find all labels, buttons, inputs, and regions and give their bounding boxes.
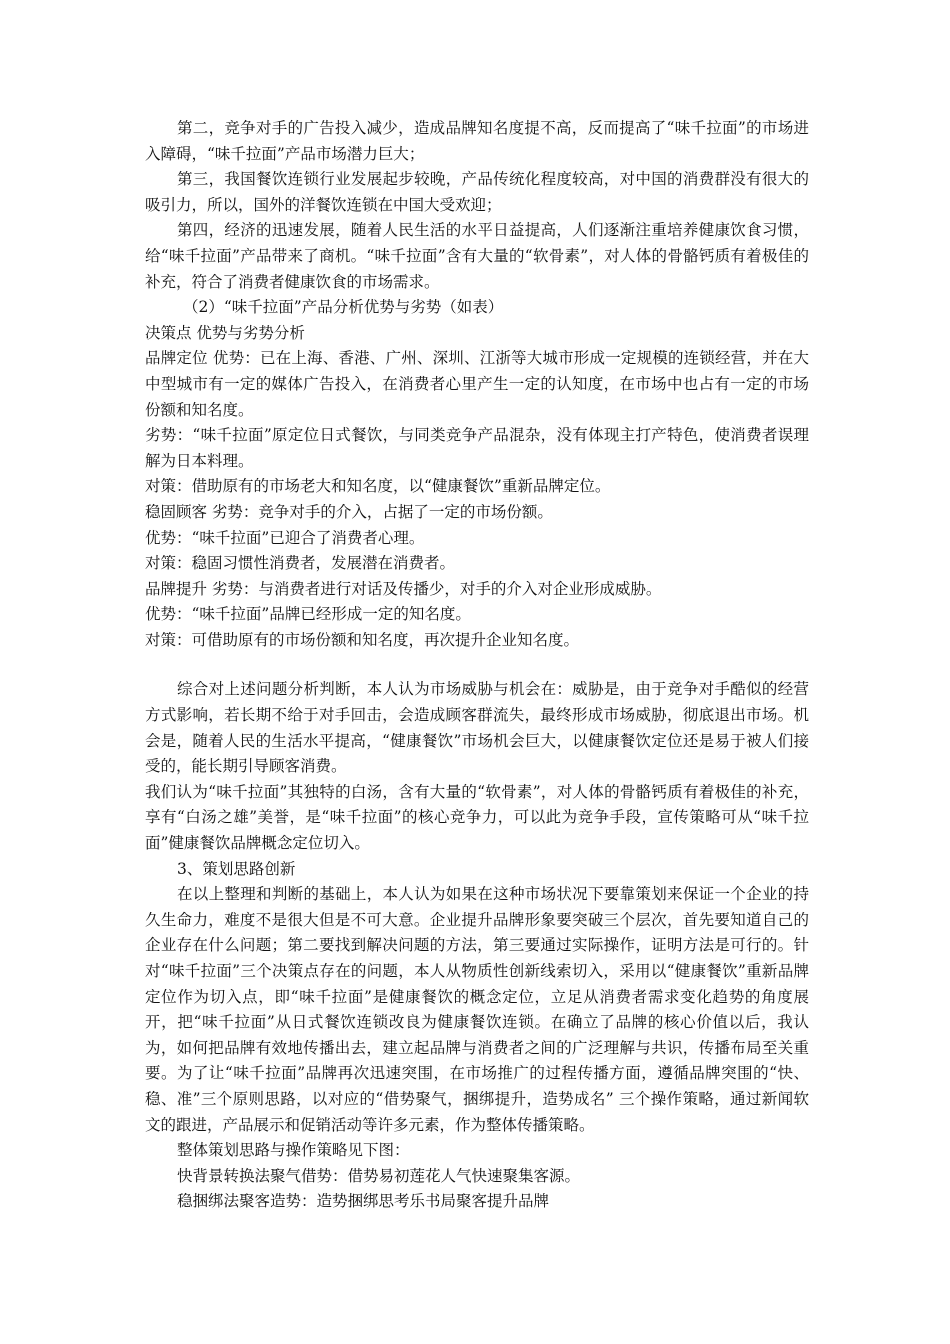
section-3-heading: 3、策划思路创新 bbox=[177, 859, 296, 878]
table-line: 对策：稳固习惯性消费者，发展潜在消费者。 bbox=[145, 554, 456, 573]
table-line: 对策：可借助原有的市场份额和知名度，再次提升企业知名度。 bbox=[145, 630, 580, 649]
core-paragraph: 我们认为“味千拉面”其独特的白汤，含有大量的“软骨素”，对人体的骨骼钙质有着极佳的补充，享有“白汤之雄”美誉，是“味千拉面”的核心竞争力，可以此为竞争手段，宣传策略可从“味千拉面”健康餐饮品牌概念定位切入。 bbox=[145, 782, 809, 853]
strategy-line: 整体策划思路与操作策略见下图： bbox=[177, 1141, 410, 1160]
paragraph-third: 第三，我国餐饮连锁行业发展起步较晚，产品传统化程度较高，对中国的消费群没有很大的吸引力，所以，国外的洋餐饮连锁在中国大受欢迎； bbox=[145, 170, 809, 214]
paragraph-fourth: 第四，经济的迅速发展，随着人民生活的水平日益提高，人们逐渐注重培养健康饮食习惯，给“味千拉面”产品带来了商机。“味千拉面”含有大量的“软骨素”，对人体的骨骼钙质有着极佳的补充，符合了消费者健康饮食的市场需求。 bbox=[145, 221, 809, 291]
table-line: 劣势：“味千拉面”原定位日式餐饮，与同类竞争产品混杂，没有体现主打产特色，使消费者误理解为日本料理。 bbox=[145, 426, 809, 470]
table-line: 优势：“味千拉面”已迎合了消费者心理。 bbox=[145, 528, 425, 547]
table-line: 品牌提升 劣势：与消费者进行对话及传播少，对手的介入对企业形成威胁。 bbox=[145, 579, 662, 598]
table-line: 品牌定位 优势：已在上海、香港、广州、深圳、江浙等大城市形成一定规模的连锁经营，并在大中型城市有一定的媒体广告投入，在消费者心里产生一定的认知度，在市场中也占有一定的市场份额和知名度。 bbox=[145, 349, 809, 419]
strategy-line: 稳捆绑法聚客造势：造势捆绑思考乐书局聚客提升品牌 bbox=[177, 1192, 550, 1211]
analysis-heading: （2）“味千拉面”产品分析优势与劣势（如表） bbox=[183, 298, 504, 317]
blank-line bbox=[145, 653, 809, 677]
paragraph-second: 第二，竞争对手的广告投入减少，造成品牌知名度提不高，反而提高了“味千拉面”的市场进入障碍，“味千拉面”产品市场潜力巨大； bbox=[145, 119, 809, 163]
table-line: 优势：“味千拉面”品牌已经形成一定的知名度。 bbox=[145, 605, 471, 624]
table-header-line: 决策点 优势与劣势分析 bbox=[145, 323, 305, 342]
strategy-line: 快背景转换法聚气借势：借势易初莲花人气快速聚集客源。 bbox=[177, 1166, 581, 1185]
document-page bbox=[145, 116, 809, 1215]
section-3-paragraph: 在以上整理和判断的基础上，本人认为如果在这种市场状况下要靠策划来保证一个企业的持久生命力，难度不是很大但是不可大意。企业提升品牌形象要突破三个层次，首先要知道自己的企业存在什么问题；第二要找到解决问题的方法，第三要通过实际操作，证明方法是可行的。针对“味千拉面”三个决策点存在的问题，本人从物质性创新线索切入，采用以“健康餐饮”重新品牌定位作为切入点，即“味千拉面”是健康餐饮的概念定位，立足从消费者需求变化趋势的角度展开，把“味千拉面”从日式餐饮连锁改良为健康餐饮连锁。在确立了品牌的核心价值以后，我认为，如何把品牌有效地传播出去，建立起品牌与消费者之间的广泛理解与共识，传播布局至关重要。为了让“味千拉面”品牌再次迅速突围，在市场推广的过程传播方面，遵循品牌突围的“快、稳、准”三个原则思路，以对应的“借势聚气，捆绑提升，造势成名” 三个操作策略，通过新闻软文的跟进，产品展示和促销活动等许多元素，作为整体传播策略。 bbox=[145, 885, 809, 1134]
summary-paragraph: 综合对上述问题分析判断，本人认为市场威胁与机会在：威胁是，由于竞争对手酷似的经营方式影响，若长期不给于对手回击，会造成顾客群流失，最终形成市场威胁，彻底退出市场。机会是，随着人民的生活水平提高，“健康餐饮”市场机会巨大，以健康餐饮定位还是易于被人们接受的，能长期引导顾客消费。 bbox=[145, 680, 809, 776]
table-line: 对策：借助原有的市场老大和知名度，以“健康餐饮”重新品牌定位。 bbox=[145, 477, 611, 496]
table-line: 稳固顾客 劣势：竞争对手的介入，占据了一定的市场份额。 bbox=[145, 502, 553, 521]
